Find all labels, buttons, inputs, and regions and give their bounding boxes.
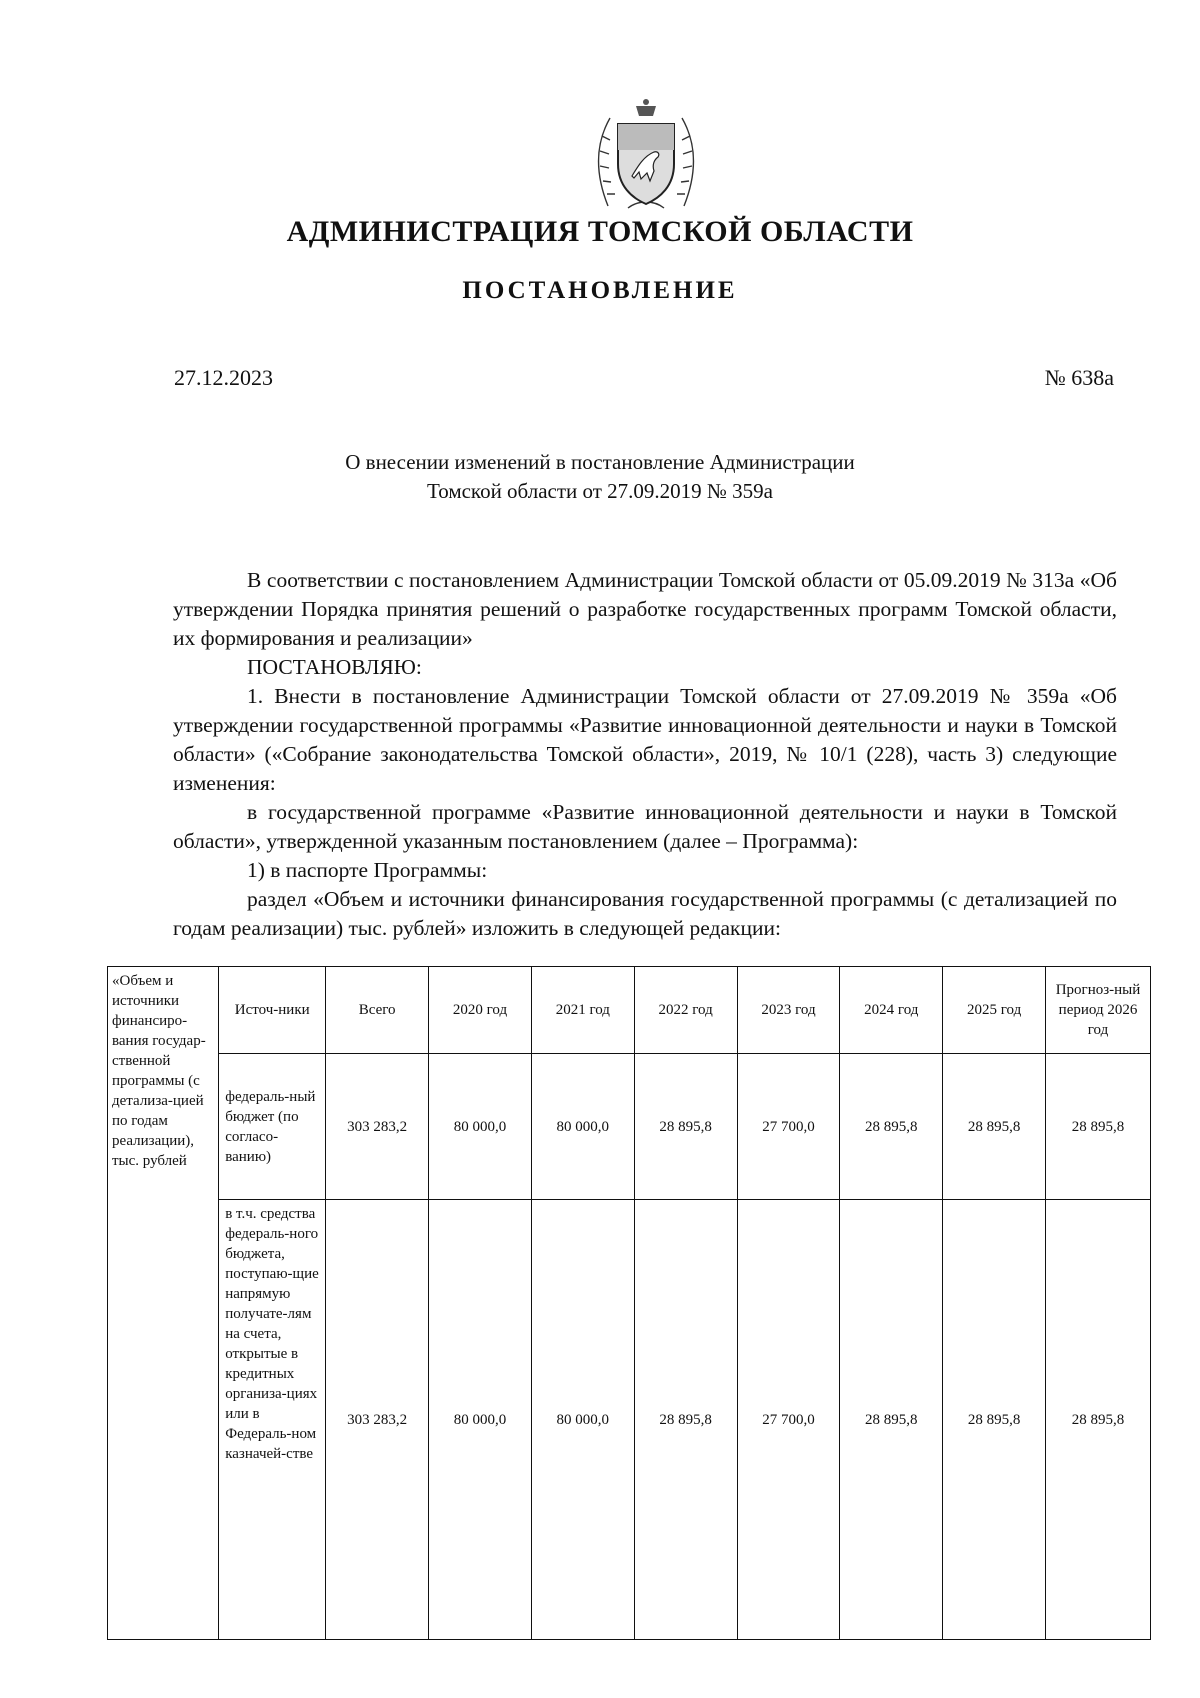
table-header-cell: 2024 год: [840, 967, 943, 1054]
body-paragraph-item-1: 1. Внести в постановление Администрации Томской области от 27.09.2019 № 359а «Об утверждении государственной программы «Развитие инновационной деятельности и науки в Томской области» («Собрание законодательства Томской области», 2019, № 10/1 (228), часть 3) следующие изменения:: [173, 684, 1117, 795]
table-row-label: «Объем и источники финансиро-вания государ-ственной программы (с детализа-цией по годам реализации), тыс. рублей: [108, 967, 219, 1640]
document-number: № 638а: [1044, 365, 1114, 390]
table-value-cell: 28 895,8: [840, 1200, 943, 1640]
table-header-cell: 2025 год: [943, 967, 1046, 1054]
table-header-cell: 2023 год: [737, 967, 840, 1054]
table-value-cell: 28 895,8: [1046, 1200, 1151, 1640]
table-value-cell: 27 700,0: [737, 1200, 840, 1640]
document-date: 27.12.2023: [174, 365, 273, 390]
body-paragraph-basis: В соответствии с постановлением Администрации Томской области от 05.09.2019 № 313а «Об утверждении Порядка принятия решений о разработке государственных программ Томской области, их формирования и реализации»: [173, 568, 1117, 650]
table-value-cell: 303 283,2: [326, 1054, 429, 1200]
table-value-cell: 303 283,2: [326, 1200, 429, 1640]
table-header-cell: 2020 год: [429, 967, 532, 1054]
body-paragraph-program: в государственной программе «Развитие инновационной деятельности и науки в Томской области», утвержденной указанным постановлением (далее – Программа):: [173, 800, 1117, 853]
table-header-cell: Всего: [326, 967, 429, 1054]
body-paragraph-resolve: ПОСТАНОВЛЯЮ:: [247, 655, 422, 679]
document-body: [173, 566, 1117, 943]
coat-of-arms-emblem: [588, 96, 704, 212]
table-value-cell: 80 000,0: [531, 1054, 634, 1200]
body-paragraph-section: раздел «Объем и источники финансирования государственной программы (с детализацией по годам реализации) тыс. рублей» изложить в следующей редакции:: [173, 887, 1117, 940]
table-header-cell: 2021 год: [531, 967, 634, 1054]
table-row: [108, 1054, 1151, 1200]
document-type: ПОСТАНОВЛЕНИЕ: [462, 277, 738, 304]
document-subject: [0, 448, 1200, 506]
table-header-cell: Прогноз-ный период 2026 год: [1046, 967, 1151, 1054]
subject-line-2: Томской области от 27.09.2019 № 359а: [426, 479, 774, 503]
table-value-cell: 28 895,8: [840, 1054, 943, 1200]
financing-table: [107, 966, 1151, 1640]
table-header-cell: 2022 год: [634, 967, 737, 1054]
table-header-cell: Источ-ники: [219, 967, 326, 1054]
table-value-cell: 28 895,8: [1046, 1054, 1151, 1200]
table-value-cell: 28 895,8: [943, 1200, 1046, 1640]
table-value-cell: 80 000,0: [429, 1200, 532, 1640]
table-row: [108, 1200, 1151, 1640]
table-value-cell: 28 895,8: [634, 1200, 737, 1640]
table-source-cell: в т.ч. средства федераль-ного бюджета, поступаю-щие напрямую получате-лям на счета, открытые в кредитных организа-циях или в Федераль-ном казначей-стве: [219, 1200, 326, 1640]
body-paragraph-passport: 1) в паспорте Программы:: [247, 858, 488, 882]
table-header-row: [108, 967, 1151, 1054]
table-source-cell: федераль-ный бюджет (по согласо-ванию): [219, 1054, 326, 1200]
subject-line-1: О внесении изменений в постановление Администрации: [345, 450, 855, 474]
table-value-cell: 28 895,8: [943, 1054, 1046, 1200]
table-value-cell: 80 000,0: [531, 1200, 634, 1640]
table-value-cell: 28 895,8: [634, 1054, 737, 1200]
organization-name: АДМИНИСТРАЦИЯ ТОМСКОЙ ОБЛАСТИ: [286, 215, 914, 248]
table-value-cell: 80 000,0: [429, 1054, 532, 1200]
table-value-cell: 27 700,0: [737, 1054, 840, 1200]
